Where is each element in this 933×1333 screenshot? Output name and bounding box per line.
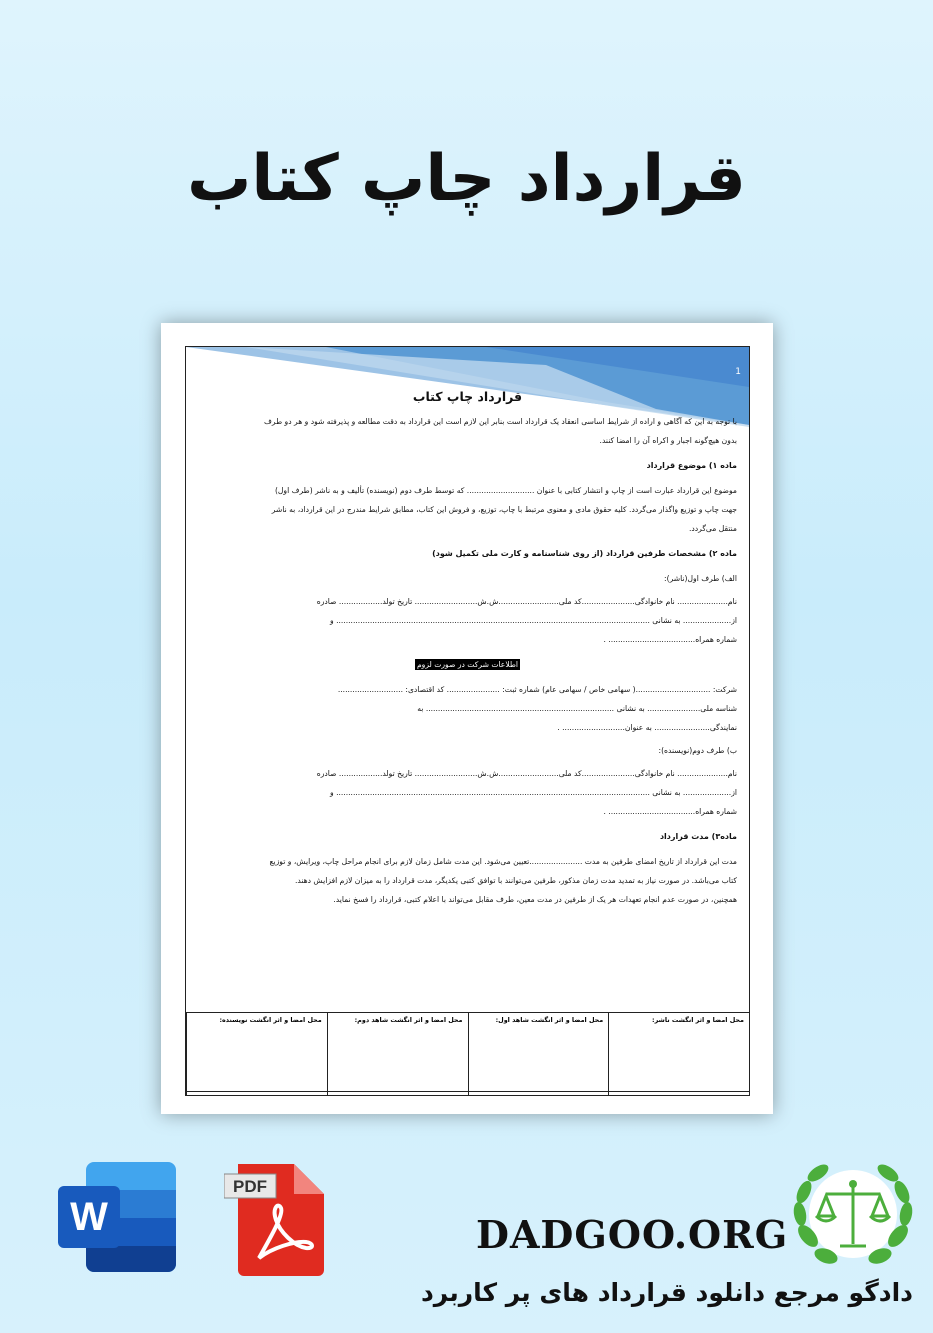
article-3-line: همچنین، در صورت عدم انجام تعهدات هر یک از طرفین در مدت معین، طرف مقابل می‌تواند با اعلام کتبی، قرارداد را فسخ نماید. (333, 895, 737, 904)
party-b-label: ب) طرف دوم(نویسنده): (658, 746, 737, 755)
party-a-field-row: نام..................... نام خانوادگی......................کد ملی.........................ش.ش.......................... تاریخ تولد.................. صادره (316, 597, 737, 606)
party-b-field-row: از.................... به نشانی .................................................................................................................................. و (329, 788, 737, 797)
signature-cell-author: محل امضا و اثر انگشت نویسنده: (186, 1013, 327, 1095)
cover-title: قرارداد چاپ کتاب (187, 142, 746, 216)
article-1-line: منتقل می‌گردد. (688, 524, 737, 533)
site-name[interactable]: DADGOO.ORG (476, 1212, 789, 1257)
party-b-field-row: نام..................... نام خانوادگی......................کد ملی.........................ش.ش.......................... تاریخ تولد.................. صادره (316, 769, 737, 778)
company-field-row: شناسه ملی...................... به نشانی .............................................................................. به (417, 704, 737, 713)
party-a-field-row: از.................... به نشانی .................................................................................................................................. و (329, 616, 737, 625)
word-icon (58, 1162, 178, 1274)
document-frame (185, 346, 750, 1096)
signature-cell-publisher: محل امضا و اثر انگشت ناشر: (608, 1013, 749, 1095)
article-3-line: کتاب می‌باشد. در صورت نیاز به تمدید مدت زمان مذکور، طرفین می‌توانند با توافق کتبی یکدیگر، مدت قرارداد را به میزان لازم افزایش دهند. (294, 876, 737, 885)
article-3-line: مدت این قرارداد از تاریخ امضای طرفین به مدت ......................تعیین می‌شود. این مدت شامل زمان لازم برای انجام مراحل چاپ، ویرایش، و توزیع (269, 857, 737, 866)
party-a-field-row: شماره همراه.................................... . (603, 635, 737, 644)
signature-cell-witness-1: محل امضا و اثر انگشت شاهد اول: (468, 1013, 609, 1095)
document-preview (161, 323, 773, 1114)
document-body (198, 387, 737, 909)
company-field-row: نمایندگی....................... به عنوان.......................... . (557, 723, 737, 732)
pdf-icon (224, 1160, 328, 1278)
intro-line: با توجه به این که آگاهی و اراده از شرایط اساسی انعقاد یک قرارداد است بنابر این لازم است این قرارداد به دقت مطالعه و پذیرفته شود و هر دو طرف (264, 417, 737, 426)
intro-line: بدون هیچ‌گونه اجبار و اکراه آن را امضا کنند. (599, 436, 737, 445)
page-number: 1 (735, 367, 741, 377)
company-field-row: شرکت: ...............................( سهامی خاص / سهامی عام) شماره ثبت: ...................... کد اقتصادی: ........................... (337, 685, 737, 694)
article-3-heading: ماده۳) مدت قرارداد (659, 832, 737, 841)
article-2-heading: ماده ۲) مشخصات طرفین قرارداد (از روی شناسنامه و کارت ملی تکمیل شود) (432, 549, 737, 558)
document-title: قرارداد چاپ کتاب (412, 389, 523, 404)
svg-text:W: W (70, 1195, 108, 1239)
party-b-field-row: شماره همراه.................................... . (603, 807, 737, 816)
article-1-line: جهت چاپ و توزیع واگذار می‌گردد. کلیه حقوق مادی و معنوی مرتبط با چاپ، توزیع، و فروش این کتاب، مطابق شرایط مندرج در این قرارداد، به ناشر (271, 505, 737, 514)
signature-cell-witness-2: محل امضا و اثر انگشت شاهد دوم: (327, 1013, 468, 1095)
scales-logo-icon (788, 1156, 918, 1276)
article-1-heading: ماده ۱) موضوع قرارداد (646, 461, 737, 470)
svg-text:PDF: PDF (233, 1177, 267, 1196)
company-info-label: اطلاعات شرکت در صورت لزوم (416, 660, 519, 669)
party-a-label: الف) طرف اول(ناشر): (664, 574, 737, 583)
article-1-line: موضوع این قرارداد عبارت است از چاپ و انتشار کتابی با عنوان ............................ که توسط طرف دوم (نویسنده) تألیف و به ناشر (طرف اول) (274, 486, 737, 495)
tagline: دادگو مرجع دانلود قرارداد های پر کاربرد (420, 1278, 913, 1307)
signature-table (186, 1012, 749, 1095)
